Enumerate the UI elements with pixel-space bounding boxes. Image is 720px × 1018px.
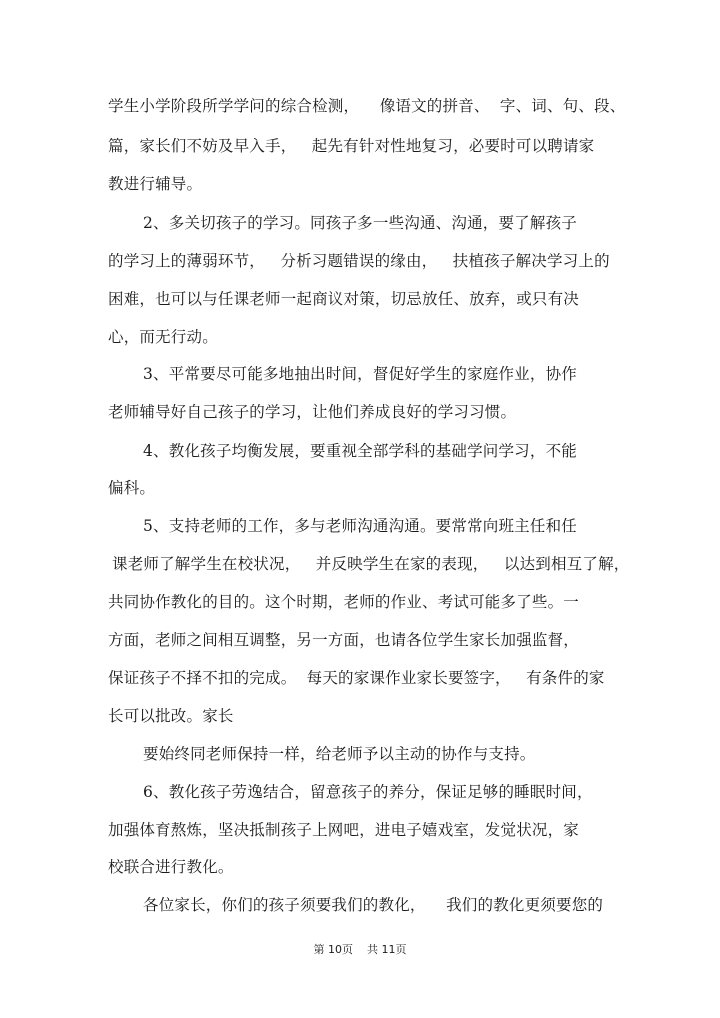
text-line: 3、平常要尽可能多地抽出时间，督促好学生的家庭作业，协作 xyxy=(143,365,577,383)
text-line: 偏科。 xyxy=(108,479,156,497)
text-line: 方面，老师之间相互调整，另一方面，也请各位学生家长加强监督， xyxy=(108,631,580,649)
text-line: 学生小学阶段所学学问的综合检测， 像语文的拼音、 字、词、句、段、 xyxy=(108,97,626,115)
text-line: 6、教化孩子劳逸结合，留意孩子的养分，保证足够的睡眠时间， xyxy=(143,783,593,801)
text-line: 5、支持老师的工作，多与老师沟通沟通。要常常向班主任和任 xyxy=(143,517,577,535)
text-line: 保证孩子不择不扣的完成。 每天的家课作业家长要签字， 有条件的家 xyxy=(108,669,605,687)
text-line: 各位家长，你们的孩子须要我们的教化， 我们的教化更须要您的 xyxy=(143,896,604,914)
text-line: 校联合进行教化。 xyxy=(108,858,234,876)
text-line: 2、多关切孩子的学习。同孩子多一些沟通、沟通，要了解孩子 xyxy=(143,214,577,232)
text-line: 共同协作教化的目的。这个时期，老师的作业、考试可能多了些。一 xyxy=(108,593,580,611)
page-number-footer: 第 10页 共 11页 xyxy=(313,943,407,956)
text-line: 篇，家长们不妨及早入手， 起先有针对性地复习，必要时可以聘请家 xyxy=(108,137,595,155)
text-line: 困难，也可以与任课老师一起商议对策，切忌放任、放弃，或只有决 xyxy=(108,290,580,308)
text-line: 课老师了解学生在校状况， 并反映学生在家的表现， 以达到相互了解， xyxy=(112,555,630,573)
text-line: 的学习上的薄弱环节， 分析习题错误的缘由， 扶植孩子解决学习上的 xyxy=(108,252,610,270)
text-line: 加强体育熬炼，坚决抵制孩子上网吧，进电子嬉戏室，发觉状况，家 xyxy=(108,821,580,839)
text-line: 教进行辅导。 xyxy=(108,175,203,193)
text-line: 心，而无行动。 xyxy=(108,328,218,346)
text-line: 要始终同老师保持一样，给老师予以主动的协作与支持。 xyxy=(143,745,536,763)
text-line: 4、教化孩子均衡发展，要重视全部学科的基础学问学习，不能 xyxy=(143,442,577,460)
text-line: 长可以批改。家长 xyxy=(108,707,234,725)
text-line: 老师辅导好自己孩子的学习，让他们养成良好的学习习惯。 xyxy=(108,403,517,421)
